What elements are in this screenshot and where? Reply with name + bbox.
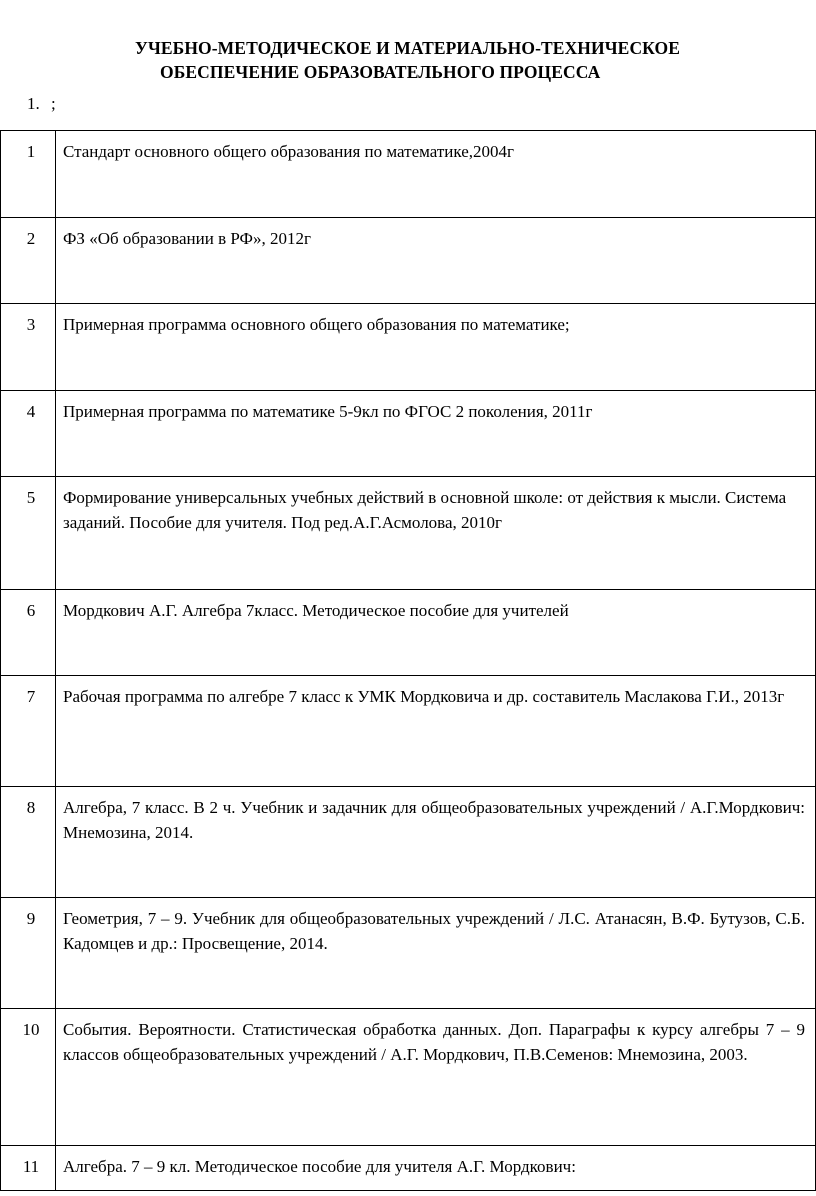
row-number: 5 [1, 477, 56, 590]
row-text: Стандарт основного общего образования по математике,2004г [56, 131, 816, 218]
row-text: Геометрия, 7 – 9. Учебник для общеобразовательных учреждений / Л.С. Атанасян, В.Ф. Бутузов, С.Б. Кадомцев и др.: Просвещение, 2014. [56, 898, 816, 1009]
table-row [1, 131, 816, 218]
table-row [1, 590, 816, 676]
table-row [1, 787, 816, 898]
row-text: Рабочая программа по алгебре 7 класс к УМК Мордковича и др. составитель Маслакова Г.И., 2013г [56, 676, 816, 787]
row-number: 9 [1, 898, 56, 1009]
row-text: Мордкович А.Г. Алгебра 7класс. Методическое пособие для учителей [56, 590, 816, 676]
row-text: Примерная программа по математике 5-9кл по ФГОС 2 поколения, 2011г [56, 391, 816, 477]
row-text: Формирование универсальных учебных действий в основной школе: от действия к мысли. Система заданий. Пособие для учителя. Под ред.А.Г.Асмолова, 2010г [56, 477, 816, 590]
list-marker-text: ; [51, 94, 56, 113]
page-title-line-2: ОБЕСПЕЧЕНИЕ ОБРАЗОВАТЕЛЬНОГО ПРОЦЕССА [160, 62, 601, 82]
row-number: 6 [1, 590, 56, 676]
row-number: 2 [1, 218, 56, 304]
row-number: 4 [1, 391, 56, 477]
table-row [1, 304, 816, 391]
table-row [1, 1146, 816, 1191]
row-number: 10 [1, 1009, 56, 1146]
row-number: 8 [1, 787, 56, 898]
references-table [0, 130, 816, 1191]
row-number: 11 [1, 1146, 56, 1191]
list-marker-number: 1. [27, 94, 40, 113]
row-text: Алгебра. 7 – 9 кл. Методическое пособие для учителя А.Г. Мордкович: [56, 1146, 816, 1191]
table-row [1, 676, 816, 787]
row-text: Алгебра, 7 класс. В 2 ч. Учебник и задачник для общеобразовательных учреждений / А.Г.Мордкович: Мнемозина, 2014. [56, 787, 816, 898]
table-row [1, 898, 816, 1009]
table-row [1, 391, 816, 477]
page-title-line-1: УЧЕБНО-МЕТОДИЧЕСКОЕ И МАТЕРИАЛЬНО-ТЕХНИЧЕСКОЕ [135, 38, 681, 58]
row-text: События. Вероятности. Статистическая обработка данных. Доп. Параграфы к курсу алгебры 7 – 9 классов общеобразовательных учреждений / А.Г. Мордкович, П.В.Семенов: Мнемозина, 2003. [56, 1009, 816, 1146]
row-number: 3 [1, 304, 56, 391]
row-number: 7 [1, 676, 56, 787]
row-text: Примерная программа основного общего образования по математике; [56, 304, 816, 391]
table-row [1, 218, 816, 304]
row-text: ФЗ «Об образовании в РФ», 2012г [56, 218, 816, 304]
list-marker [27, 94, 56, 114]
table-row [1, 477, 816, 590]
row-number: 1 [1, 131, 56, 218]
table-row [1, 1009, 816, 1146]
